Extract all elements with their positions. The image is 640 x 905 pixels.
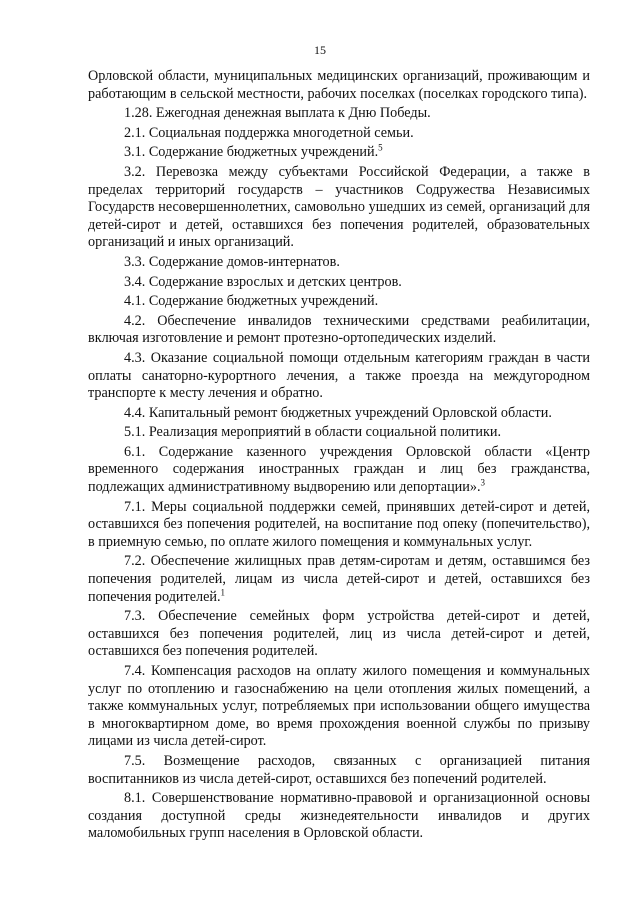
paragraph-text: 3.4. Содержание взрослых и детских центров. (124, 273, 402, 290)
paragraph-text: 4.3. Оказание социальной помощи отдельным категориям граждан в части оплаты санаторно-курортного лечения, а также проезда на междугородном транспорте к месту лечения и обратно. (88, 349, 590, 402)
footnote-reference: 5 (378, 142, 383, 153)
paragraph (88, 553, 590, 606)
paragraph (88, 68, 590, 103)
paragraph (88, 608, 590, 661)
paragraph-text: 1.28. Ежегодная денежная выплата к Дню Победы. (124, 105, 431, 122)
paragraph-text: 3.1. Содержание бюджетных учреждений. (124, 144, 379, 161)
paragraph-text: 7.4. Компенсация расходов на оплату жилого помещения и коммунальных услуг по отоплению и газоснабжению на цели отопления жилых помещений, а также коммунальных услуг, потребляемых при использовании общего имущества в многоквартирном доме, во время прохождения военной службы по призыву лицами из числа детей-сирот. (88, 663, 590, 750)
paragraph (88, 499, 590, 552)
paragraph (88, 663, 590, 751)
paragraph (88, 105, 590, 123)
paragraph (88, 254, 590, 272)
paragraph (88, 313, 590, 348)
paragraph (88, 293, 590, 311)
footnote-reference: 3 (480, 477, 485, 488)
paragraph-text: 7.5. Возмещение расходов, связанных с организацией питания воспитанников из числа детей-сирот, оставшихся без попечений родителей. (88, 752, 590, 787)
paragraph-text: 5.1. Реализация мероприятий в области социальной политики. (124, 424, 502, 441)
paragraph (88, 790, 590, 843)
paragraph (88, 405, 590, 423)
paragraph-text: 6.1. Содержание казенного учреждения Орловской области «Центр временного содержания иностранных граждан и лиц без гражданства, подлежащих административному выдворению или депортации». (88, 443, 590, 496)
paragraph-text: 2.1. Социальная поддержка многодетной семьи. (124, 124, 414, 141)
paragraph-text: 7.1. Меры социальной поддержки семей, принявших детей-сирот и детей, оставшихся без попечения родителей, на воспитание под опеку (попечительство), в приемную семью, по оплате жилого помещения и коммунальных услуг. (88, 498, 590, 550)
footnote-reference: 1 (220, 586, 226, 597)
paragraph (88, 274, 590, 292)
paragraph-text: Орловской области, муниципальных медицинских организаций, проживающим и работающим в сельской местности, рабочих поселках (поселках городского типа). (88, 68, 590, 102)
paragraph-text: 8.1. Совершенствование нормативно-правовой и организационной основы создания доступной среды жизнедеятельности инвалидов и других маломобильных групп населения в Орловской области. (88, 790, 590, 842)
paragraph (88, 753, 590, 788)
paragraph-text: 4.2. Обеспечение инвалидов техническими средствами реабилитации, включая изготовление и ремонт протезно-ортопедических изделий. (88, 312, 590, 347)
paragraph-text: 4.4. Капитальный ремонт бюджетных учреждений Орловской области. (124, 404, 552, 421)
paragraph (88, 444, 590, 497)
page-number: 15 (314, 43, 326, 57)
paragraph (88, 125, 590, 143)
paragraph (88, 350, 590, 403)
paragraph (88, 144, 590, 162)
paragraph-text: 3.3. Содержание домов-интернатов. (124, 253, 340, 270)
paragraph (88, 164, 590, 252)
paragraph-text: 4.1. Содержание бюджетных учреждений. (124, 293, 379, 310)
paragraph (88, 424, 590, 442)
paragraph-text: 7.3. Обеспечение семейных форм устройства детей-сирот и детей, оставшихся без попечения родителей, лиц из числа детей-сирот и детей, оставшихся без попечения родителей. (88, 608, 590, 660)
document-body (88, 68, 590, 843)
paragraph-text: 3.2. Перевозка между субъектами Российской Федерации, а также в пределах территорий государств – участников Содружества Независимых Государств несовершеннолетних, самовольно ушедших из семей, организаций для детей-сирот и детей, оставшихся без попечения родителей, образовательных организаций и иных организаций. (88, 163, 590, 251)
paragraph-text: 7.2. Обеспечение жилищных прав детям-сиротам и детям, оставшимся без попечения родителей, лицам из числа детей-сирот и детей, оставшихся без попечения родителей. (88, 553, 590, 605)
